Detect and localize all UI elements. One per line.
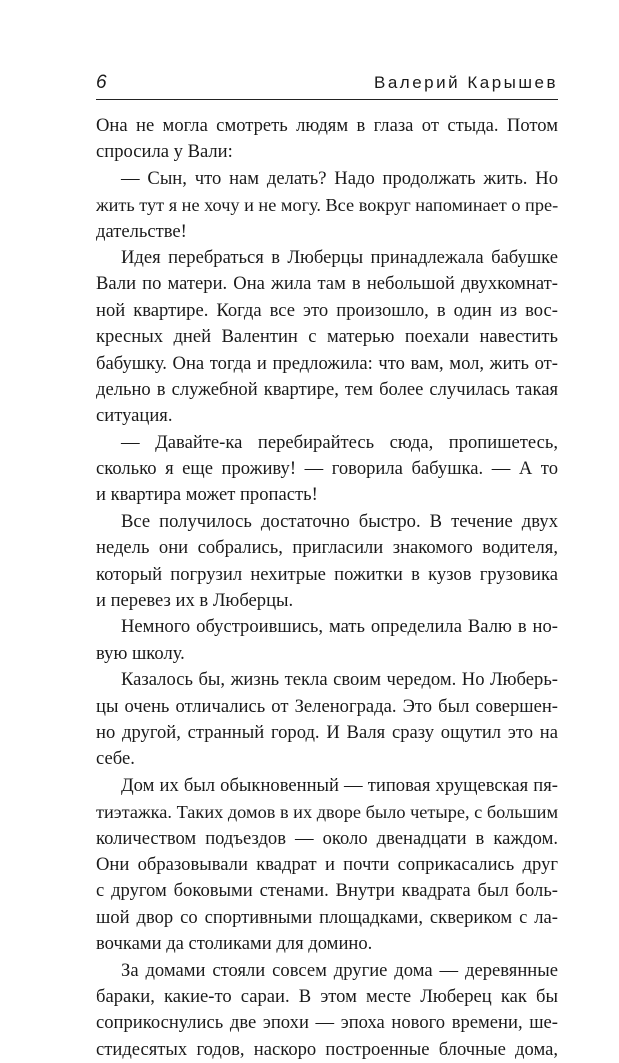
text-line: дельно в служебной квартире, тем более случилась такая [96, 378, 558, 400]
text-line: дательстве! [96, 220, 187, 242]
text-line: цы очень отличались от Зеленограда. Это был совершен- [96, 695, 558, 717]
text-line: Они образовывали квадрат и почти соприкасались друг [96, 853, 558, 875]
text-line: жить тут я не хочу и не могу. Все вокруг напоминает о пре- [96, 195, 559, 216]
text-line: недель они собрались, пригласили знакомого водителя, [96, 537, 558, 559]
text-line: Немного обустроившись, мать определила Валю в но- [121, 616, 558, 638]
body-text [96, 113, 558, 1063]
page-number: 6 [96, 72, 107, 93]
text-line: Идея перебраться в Люберцы принадлежала бабушке [121, 246, 558, 268]
text-line: Она не могла смотреть людям в глаза от стыда. Потом [96, 115, 558, 136]
text-line: соприкоснулись две эпохи — эпоха нового времени, ше- [96, 1012, 558, 1034]
text-line: — Сын, что нам делать? Надо продолжать жить. Но [121, 167, 558, 189]
text-line: ной квартире. Когда все это произошло, в один из вос- [96, 299, 558, 321]
text-line: бабушку. Она тогда и предложила: что вам, мол, жить от- [96, 352, 558, 374]
text-line: Дом их был обыкновенный — типовая хрущевская пя- [121, 774, 558, 796]
text-line: который погрузил нехитрые пожитки в кузов грузовика [96, 563, 558, 585]
text-line: шой двор со спортивными площадками, сквериком с ла- [96, 906, 558, 928]
text-line: За домами стояли совсем другие дома — деревянные [121, 959, 558, 981]
text-line: количеством подъездов — около двенадцати в каждом. [96, 827, 558, 849]
text-line: Казалось бы, жизнь текла своим чередом. Но Люберь- [121, 669, 558, 691]
text-line: но другой, странный город. И Валя сразу ощутил это на [96, 721, 558, 743]
text-line: тиэтажка. Таких домов в их дворе было четыре, с большим [96, 802, 559, 823]
text-line: вую школу. [96, 642, 185, 664]
text-line: стидесятых годов, наскоро построенные блочные дома, [96, 1038, 558, 1060]
text-line: Вали по матери. Она жила там в небольшой двухкомнат- [96, 273, 558, 295]
header-rule [96, 99, 558, 100]
text-line: с другом боковыми стенами. Внутри квадрата был боль- [96, 880, 558, 902]
page-header [96, 70, 558, 100]
text-line: и квартира может пропасть! [96, 484, 318, 506]
text-line: и перевез их в Люберцы. [96, 590, 294, 612]
text-line: спросила у Вали: [96, 141, 233, 163]
text-line: себе. [96, 748, 135, 770]
text-line: Все получилось достаточно быстро. В течение двух [121, 510, 558, 532]
text-line: бараки, какие-то сараи. В этом месте Люберец как бы [96, 985, 558, 1007]
text-line: сколько я еще проживу! — говорила бабушка. — А то [96, 458, 558, 480]
text-line: ситуация. [96, 405, 173, 427]
text-line: — Давайте-ка перебирайтесь сюда, пропишетесь, [121, 431, 558, 453]
text-line: кресных дней Валентин с матерью поехали навестить [96, 326, 558, 348]
running-head-author: Валерий Карышев [374, 73, 558, 92]
text-line: вочками да столиками для домино. [96, 933, 373, 955]
